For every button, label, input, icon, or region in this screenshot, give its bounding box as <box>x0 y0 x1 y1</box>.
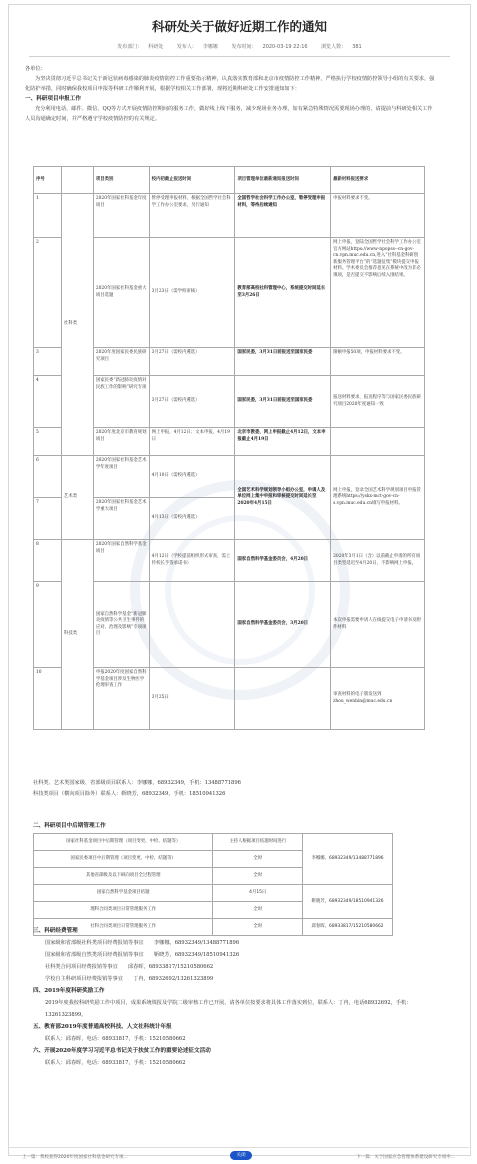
funding-line: 国家级和省部级自然类项目经费报销等事宜 靳晓芳，68932349/18510941326 <box>45 952 240 958</box>
table-row: 国家社科基金项目中后期管理（项目变更、中检、结题等） 主持人根据项目结题时间进行 李娜娜，68932349/13488771896 <box>34 834 393 851</box>
funding-line: 国家级和省部级社科类项目经费报销等事宜 李娜娜，68932349/13488771896 <box>45 940 240 946</box>
remaining-sections <box>33 925 443 1069</box>
intro-paragraph: 为坚决贯彻习近平总书记关于新冠状病毒感染的肺炎疫情防控工作重要指示精神，认真落实教育部和北京市疫情防控工作精神，严格执行学校疫情防控领导小组的有关要求，强化防护举措，同时确保我校项目申报等科研工作顺利开展，根据学校相关工作部署，现将近期科研处工作安排通知如下： <box>25 76 435 92</box>
table-row: 8 科技类 2020年国家自然科学基金项目 4月12日（学校提前组织形式审查，需上传校长手签承诺书） 国家自然科学基金委员会，4月20日 2020年3月1日（含）以前截止申请的所有项目类型延迟至4月20日，不影响网上申报。 <box>34 540 425 582</box>
publisher: 李娜娜 <box>202 44 218 50</box>
section-4-text: 2019年度我校科研奖励工作中项目，成果系统填报及学院二级审核工作已开展，请各单位按要求将具体工作落实到位，联系人：丁冉，电话68932692，手机：13261323899。 <box>45 1000 412 1018</box>
table-row: 其他省部级及以下纵向项目全过程管理 全时 <box>34 868 393 885</box>
table-header: 序号 项目类别 校内初截止报送时间 项目管理单位最新通知报送时间 最新材料报送要求 <box>34 167 425 194</box>
group-science: 科技类 <box>61 540 93 730</box>
table-row: 10 申报2020年度国家自然科学基金项目涉及生物医学伦理审查工作 3月25日 审查材料的电子版发送到zhou_wenbin@muc.edu.cn <box>34 668 425 730</box>
page-title: 科研处关于做好近期工作的通知 <box>151 19 327 34</box>
table-row: 国家民委项目中后期管理（项目变更、中检、结题等） 全时 <box>34 851 393 868</box>
table-row: 7 2020年国家社科基金艺术学重大项目 4月13日（需校内遴选） <box>34 498 425 540</box>
contacts-block <box>33 778 241 800</box>
table-row: 2 2020年国家社科基金重大项目选题 3月23日（需学校审核） 教育部高校社科管理中心，系统提交时间延长至3月26日 网上申报，登陆全国哲学社会科学工作办公室官方网站https://www-npopss--cn-gov-cn.vpn.muc.edu.cn,进入“社科基金科研创新服务管理平台”的“选题征集”模块提交申报材料。学术委员会推荐意见在系统中改为非必填项，是否提交不影响后续入围结果。 <box>34 238 425 348</box>
contact-cell: 李娜娜，68932349/13488771896 <box>303 834 393 885</box>
table-row: 9 国家自然科学基金“新冠肺炎疫情等公共卫生事件的应对、治理及影响”专项项目 国家自然科学基金委员会，3月20日 本次申报需要申请人在线提交电子申请书及附件材料 <box>34 582 425 668</box>
section-5-title: 五、教育部2019年度普通高校科技、人文社科统计年报 <box>33 1024 172 1030</box>
greeting: 各单位： <box>25 66 46 72</box>
section-6-title: 六、开展2020年度学习习近平总书记关于扶贫工作的重要论述征文活动 <box>33 1048 211 1054</box>
section-6-text: 联系人：邱春晖，电话：68933817，手机：15210580662 <box>45 1060 186 1066</box>
publish-time: 2020-03-19 22:16 <box>262 44 308 50</box>
contact-social-art: 社科类、艺术类国家级、省部级项目联系人：李娜娜，68932349，手机：13488771896 <box>33 780 241 786</box>
dept: 科研处 <box>148 44 164 50</box>
table-row: 1 社科类 2020年国家社科基金年度项目 暂停受理申报材料，根据全国哲学社会科学工作办公室要求，另行通知 全国哲学社会科学工作办公室，暂停受理申报材料，等待后续通知 申报材料要求不变。 <box>34 194 425 238</box>
section-1-title: 一、科研项目申报工作 <box>25 96 81 102</box>
table-row: 6 艺术类 2020年国家社科基金艺术学年度项目 4月10日（需校内遴选） 全国艺术科学规划领导小组办公室，申请人及单位网上集中申报和审核提交时间延长至2020年4月15日 网上申报，登录全国艺术科学规划项目申报管理系统https://yskx-mct-gov-cn-s.vpn.muc.edu.cn填写申报材料。 <box>34 456 425 498</box>
table-row: 4 国家民委“新冠肺炎疫情对民族工作的影响”研究专项 3月27日（需校内遴选） 国家民委，3月31日前报送至国家民委 报送材料要求，报送程序等与国家民委民族研究项目2020年度通知一致 <box>34 376 425 428</box>
section-4-title: 四、2019年度科研奖励工作 <box>33 988 105 994</box>
section-3-title: 三、科研经费管理 <box>33 928 78 934</box>
table-row: 社科合同类项目日常管理服务工作 全时 邱春晖，68933817/15210580662 <box>34 919 393 936</box>
notice-body <box>25 64 436 124</box>
contact-cell: 邱春晖，68933817/15210580662 <box>303 919 393 936</box>
footer-nav <box>8 1147 469 1164</box>
funding-line: 社科类合同项目经费报销等事宜 邱春晖，68933817/15210580662 <box>45 964 214 970</box>
prev-article-link[interactable]: 上一篇：我校获得2020年度国家社科基金研究专项... <box>22 1155 128 1160</box>
next-article-link[interactable]: 下一篇：关于国家应急管理体系建设研究专项申... <box>356 1155 455 1160</box>
project-application-table <box>33 166 425 730</box>
meta-bar: 发布部门： 科研处 发布人： 李娜娜 发布时间： 2020-03-19 22:16 浏览人数： 381 <box>117 44 362 50</box>
group-social: 社科类 <box>61 194 93 456</box>
section-2-title: 二、科研项目中后期管理工作 <box>33 823 106 829</box>
table-row: 国家自然科学基金项目结题 4月15日 靳晓芳，68932349/18510941326 <box>34 885 393 902</box>
divider <box>29 56 450 57</box>
table-row: 理科合同类项目日常管理服务工作 全时 <box>34 902 393 919</box>
table-row: 5 2020年度北京市教育规划项目 网上申报，4月12日；文本申报，4月19日 北京市教委，网上申报截止4月12日，文本申报截止4月19日 <box>34 428 425 456</box>
group-art: 艺术类 <box>61 456 93 540</box>
section-5-text: 联系人：邱春晖，电话：68933817，手机：15210580662 <box>45 1036 186 1042</box>
close-button[interactable]: 关闭 <box>230 1151 252 1160</box>
view-count: 381 <box>352 44 362 50</box>
section-1-text: 充分利用电话、邮件、微信、QQ等方式开展疫情防控期间的服务工作，做好线上线下服务，减少现场业务办理，如有紧急特殊情况需要现场办理的，请提前与科研处相关工作人员沟通确定时间，并严格遵守学校疫情防控的有关规定。 <box>25 106 433 122</box>
mid-late-management-table <box>33 833 393 936</box>
contact-cell: 靳晓芳，68932349/18510941326 <box>303 885 393 919</box>
contact-science: 科技类项目（横向项目除外）联系人：靳晓芳，68932349，手机：18510941326 <box>33 791 226 797</box>
funding-line: 学校自主科研项目经费报销等事宜 丁冉，68932692/13261323899 <box>45 976 214 982</box>
table-row: 3 2020年度国家民委民族研究项目 3月27日（需校内遴选） 国家民委，3月31日前报送至国家民委 限额申报50项，申报材料要求不变。 <box>34 348 425 376</box>
